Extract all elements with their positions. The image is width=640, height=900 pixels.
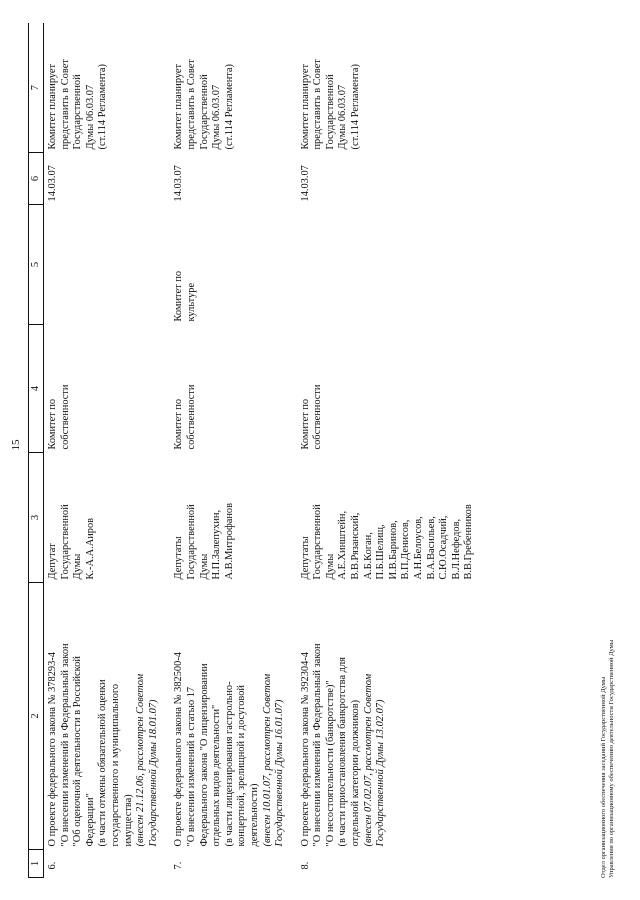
text-line: государственного и муниципального — [109, 683, 121, 847]
text-line: Государственной Думы 16.01.07) — [274, 699, 286, 847]
text-line: Государственной — [72, 74, 84, 150]
text-line: В.В.Гребенников — [463, 504, 475, 580]
text-line: (в части лицензирования гастрольно- — [223, 681, 235, 847]
text-line: Федерального закона "О лицензировании — [198, 663, 210, 847]
bill-authors — [297, 453, 486, 583]
text-line: Комитет по — [47, 398, 58, 450]
column-header: 3 — [29, 453, 44, 583]
text-line: собственности — [312, 384, 324, 450]
text-line: Комитет по — [173, 398, 185, 450]
text-line: Государственной — [312, 504, 324, 580]
column-header: 7 — [29, 24, 44, 153]
text-line: А.Е.Хинштейн, — [337, 510, 349, 580]
text-line: "О внесении изменений в Федеральный закон — [312, 643, 324, 847]
review-date: 14.03.07 — [173, 165, 185, 202]
review-date: 14.03.07 — [299, 165, 311, 202]
committee-plan — [170, 24, 296, 153]
committee-plan — [44, 24, 171, 153]
text-line: Федерации" — [84, 793, 96, 847]
text-line: "О внесении изменений в Федеральный закон — [59, 643, 71, 847]
text-line: отдельной категории должников) — [350, 699, 362, 847]
text-line: (ст.114 Регламента) — [223, 64, 235, 150]
text-line: отдельных видов деятельности" — [211, 704, 223, 847]
text-line: В.В.Рязанский, — [350, 512, 362, 580]
text-line: (ст.114 Регламента) — [97, 64, 109, 150]
text-line: Думы — [72, 553, 84, 580]
text-line: Депутаты — [173, 536, 185, 580]
text-line: А.В.Митрофанов — [223, 503, 235, 580]
text-line: Думы 06.03.07 — [337, 84, 349, 150]
text-line: О проекте федерального закона № 382500-4 — [173, 652, 185, 847]
text-line: деятельности) — [248, 783, 260, 847]
text-line: Комитет по — [173, 270, 185, 322]
text-line: Думы — [198, 553, 210, 580]
header-row — [29, 24, 44, 878]
row-number: 6. — [47, 861, 58, 870]
co-executor-committee — [170, 205, 296, 325]
review-date: 14.03.07 — [47, 165, 58, 202]
text-line: (внесен 10.01.07, рассмотрен Советом — [261, 673, 273, 847]
text-line: "Об оценочной деятельности в Российской — [72, 656, 84, 847]
text-line: имущества) — [122, 794, 134, 847]
text-line: Государственной Думы 18.01.07) — [147, 699, 159, 847]
text-line: представить в Совет — [185, 59, 197, 150]
text-line: П.Б.Шелищ, — [375, 524, 387, 580]
text-line: А.Н.Белоусов, — [413, 516, 425, 580]
column-header: 4 — [29, 325, 44, 453]
text-line: О проекте федерального закона № 378293-4 — [47, 652, 58, 847]
text-line: "О внесении изменений в статью 17 — [185, 686, 197, 847]
text-line: (внесен 21.12.06, рассмотрен Советом — [135, 673, 147, 847]
text-line: Н.П.Залепухин, — [211, 509, 223, 580]
text-line: Думы 06.03.07 — [211, 84, 223, 150]
text-line: (в части отмены обязательной оценки — [97, 679, 109, 847]
text-line: В.П.Денисов, — [400, 519, 412, 580]
text-line: О проекте федерального закона № 392304-4 — [299, 652, 311, 847]
text-line: И.В.Баринов, — [387, 520, 399, 580]
text-line: представить в Совет — [59, 59, 71, 150]
committee-plan — [297, 24, 486, 153]
bills-table — [28, 24, 486, 879]
text-line: Комитет по — [299, 398, 311, 450]
text-line: В.А.Васильев, — [425, 516, 437, 580]
footer — [600, 640, 616, 878]
text-line: Государственной — [59, 504, 71, 580]
column-header: 6 — [29, 153, 44, 205]
responsible-committee — [297, 325, 486, 453]
responsible-committee — [170, 325, 296, 453]
text-line: Депутат — [47, 543, 58, 580]
row-number: 8. — [299, 861, 311, 870]
responsible-committee — [44, 325, 171, 453]
table-row — [297, 24, 486, 878]
text-line: Думы 06.03.07 — [84, 84, 96, 150]
row-number: 7. — [173, 861, 185, 870]
text-line: Комитет планирует — [47, 63, 58, 150]
bill-description — [44, 583, 171, 850]
column-header: 2 — [29, 583, 44, 850]
text-line: Государственной — [324, 74, 336, 150]
text-line: Государственной Думы 13.02.07) — [375, 699, 387, 847]
co-executor-committee — [297, 205, 486, 325]
column-header: 5 — [29, 205, 44, 325]
text-line: собственности — [59, 384, 71, 450]
text-line: (ст.114 Регламента) — [350, 64, 362, 150]
text-line: собственности — [185, 384, 197, 450]
bill-description — [297, 583, 486, 850]
column-header: 1 — [29, 850, 44, 878]
text-line: Думы — [324, 553, 336, 580]
text-line: Комитет планирует — [299, 63, 311, 150]
co-executor-committee — [44, 205, 171, 325]
text-line: Государственной — [198, 74, 210, 150]
table-row — [170, 24, 296, 878]
table-row — [44, 24, 171, 878]
table-body — [44, 24, 487, 878]
text-line: В.Л.Нефедов, — [450, 518, 462, 580]
text-line: А.Б.Коган, — [362, 532, 374, 580]
bill-authors — [170, 453, 296, 583]
text-line: культуре — [185, 282, 197, 322]
page-number: 15 — [10, 439, 22, 451]
text-line: (внесен 07.02.07, рассмотрен Советом — [362, 673, 374, 847]
text-line: Комитет планирует — [173, 63, 185, 150]
footer-line: Отдел организационного обеспечения заседаний Государственной Думы — [600, 676, 607, 878]
text-line: К.-А.А.Аиров — [84, 517, 96, 580]
text-line: (в части приостановления банкротства для — [337, 657, 349, 847]
text-line: Государственной — [185, 504, 197, 580]
text-line: С.Ю.Осадчий, — [438, 515, 450, 580]
text-line: концертной, зрелищной и досуговой — [236, 685, 248, 847]
bill-authors — [44, 453, 171, 583]
text-line: представить в Совет — [312, 59, 324, 150]
bill-description — [170, 583, 296, 850]
text-line: Депутаты — [299, 536, 311, 580]
footer-line: Управления по организационному обеспечению деятельности Государственной Думы — [608, 639, 615, 878]
text-line: "О несостоятельности (банкротстве)" — [324, 680, 336, 847]
